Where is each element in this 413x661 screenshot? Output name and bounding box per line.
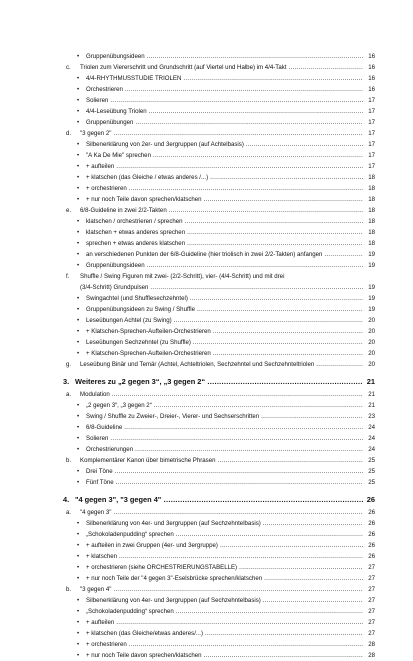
toc-entry-title: "4 gegen 3", "3 gegen 4" ..... [75, 493, 363, 506]
item-marker: e. [66, 207, 72, 214]
toc-entry [0, 326, 413, 337]
page-number: 28 [368, 641, 375, 648]
toc-entry [0, 573, 413, 584]
toc-section [0, 62, 413, 73]
toc-entry-title: Drei Töne ..... [86, 466, 363, 477]
toc-entry [0, 315, 413, 326]
bullet-marker: • [77, 196, 80, 203]
toc-entry-title: „Schokoladenpudding“ sprechen ..... [86, 606, 363, 617]
toc-entry [0, 628, 413, 639]
toc-entry [0, 216, 413, 227]
page-number: 23 [368, 413, 375, 420]
page-number: 18 [368, 174, 375, 181]
toc-entry [0, 84, 413, 95]
toc-entry [0, 466, 413, 477]
page-number: 25 [368, 468, 375, 475]
toc-entry-title: + aufteilen in zwei Gruppen (4er- und 3ergruppe) ..... [86, 540, 363, 551]
bullet-marker: • [77, 97, 80, 104]
toc-entry [0, 161, 413, 172]
toc-section [0, 507, 413, 518]
toc-entry-title: (3/4-Schritt) Grundpulsen ..... [80, 282, 363, 293]
bullet-marker: • [77, 339, 80, 346]
toc-entry [0, 518, 413, 529]
page-number: 17 [368, 141, 375, 148]
bullet-marker: • [77, 597, 80, 604]
page-number: 20 [368, 339, 375, 346]
bullet-marker: • [77, 468, 80, 475]
toc-entry [0, 433, 413, 444]
toc-entry [0, 249, 413, 260]
item-marker: f. [66, 273, 70, 280]
bullet-marker: • [77, 185, 80, 192]
bullet-marker: • [77, 240, 80, 247]
page-number: 18 [368, 207, 375, 214]
bullet-marker: • [77, 619, 80, 626]
page-number: 19 [368, 251, 375, 258]
page-number: 24 [368, 424, 375, 431]
toc-entry-title: Silbenerklärung von 4er- und 3ergruppen (auf Sechzehntelbasis) ..... [86, 595, 363, 606]
toc-entry [0, 337, 413, 348]
bullet-marker: • [77, 251, 80, 258]
toc-entry-title: Leseübungen Sechzehntel (zu Shuffle) ..... [86, 337, 363, 348]
page-number: 21 [366, 377, 375, 386]
toc-entry-title: Komplementärer Kanon über bimetrische Phrasen ..... [80, 455, 363, 466]
page-number: 27 [368, 597, 375, 604]
bullet-marker: • [77, 86, 80, 93]
bullet-marker: • [77, 108, 80, 115]
toc-entry-title: Gruppenübungsideen zu Swing / Shuffle ..... [86, 304, 363, 315]
toc-entry [0, 194, 413, 205]
page-number: 27 [368, 564, 375, 571]
page-number: 19 [368, 295, 375, 302]
toc-entry [0, 73, 413, 84]
toc-entry-title: Modulation ..... [80, 389, 363, 400]
bullet-marker: • [77, 608, 80, 615]
toc-entry [0, 304, 413, 315]
toc-entry-title: + orchestrieren (siehe ORCHESTRIERUNGSTABELLE) ..... [86, 562, 363, 573]
toc-entry-title: + Klatschen-Sprechen-Aufteilen-Orchestrieren ..... [86, 348, 363, 359]
page-number: 18 [368, 240, 375, 247]
toc-section [0, 584, 413, 595]
toc-entry-title: "4 gegen 3" ..... [80, 507, 363, 518]
toc-entry-title: Silbenerklärung von 4er- und 3ergruppen (auf Sechzehntelbasis) ..... [86, 518, 363, 529]
toc-entry [0, 227, 413, 238]
toc-entry-title: + klatschen (das Gleiche/etwas anderes/...) ..... [86, 628, 363, 639]
bullet-marker: • [77, 641, 80, 648]
toc-entry-title: "3 gegen 4" ..... [80, 584, 363, 595]
page-number: 18 [368, 218, 375, 225]
page-number: 25 [368, 479, 375, 486]
toc-entry-title: Weiteres zu „2 gegen 3“, „3 gegen 2“ ..... [75, 375, 363, 388]
page-number: 17 [368, 97, 375, 104]
bullet-marker: • [77, 141, 80, 148]
toc-entry-title: + nur noch Teile davon sprechen/klatschen ..... [86, 650, 363, 661]
bullet-marker: • [77, 479, 80, 486]
toc-entry [0, 117, 413, 128]
page-number: 26 [368, 531, 375, 538]
page-number: 24 [368, 435, 375, 442]
bullet-marker: • [77, 575, 80, 582]
toc-entry-title: klatschen / orchestrieren / sprechen ..... [86, 216, 363, 227]
toc-entry [0, 282, 413, 293]
page-number: 16 [368, 86, 375, 93]
page-number: 20 [368, 317, 375, 324]
page-number: 16 [368, 75, 375, 82]
page-number: 27 [368, 586, 375, 593]
toc-chapter [0, 493, 413, 506]
toc-entry [0, 540, 413, 551]
page-number: 21 [368, 391, 375, 398]
bullet-marker: • [77, 564, 80, 571]
bullet-marker: • [77, 553, 80, 560]
toc-entry [0, 172, 413, 183]
bullet-marker: • [77, 402, 80, 409]
page-number: 26 [368, 509, 375, 516]
toc-entry-title: "A Ka De Mie" sprechen ..... [86, 150, 363, 161]
page-number: 24 [368, 446, 375, 453]
toc-section [0, 128, 413, 139]
toc-entry-title: + Klatschen-Sprechen-Aufteilen-Orchestrieren ..... [86, 326, 363, 337]
toc-entry [0, 617, 413, 628]
page-number: 18 [368, 229, 375, 236]
toc-entry-title: + orchestrieren ..... [86, 639, 363, 650]
page-number: 17 [368, 163, 375, 170]
page-number: 27 [368, 575, 375, 582]
toc-section [0, 205, 413, 216]
toc-entry-title: 6/8-Guideline in zwei 2/2-Takten ..... [80, 205, 363, 216]
page-number: 19 [368, 284, 375, 291]
page-number: 21 [368, 402, 375, 409]
bullet-marker: • [77, 75, 80, 82]
toc-section [0, 271, 413, 282]
item-marker: 3. [63, 377, 70, 386]
toc-entry [0, 139, 413, 150]
toc-entry [0, 51, 413, 62]
bullet-marker: • [77, 531, 80, 538]
toc-entry-title: Gruppenübungsideen ..... [86, 260, 363, 271]
bullet-marker: • [77, 652, 80, 659]
bullet-marker: • [77, 328, 80, 335]
bullet-marker: • [77, 520, 80, 527]
toc-entry-title: + aufteilen ..... [86, 161, 363, 172]
page-number: 27 [368, 608, 375, 615]
bullet-marker: • [77, 542, 80, 549]
toc-entry-title: Shuffle / Swing Figuren mit zwei- (2/2-Schritt), vier- (4/4-Schritt) und mit drei [80, 273, 285, 280]
toc-entry [0, 95, 413, 106]
toc-entry [0, 150, 413, 161]
toc-entry-title: Leseübung Binär und Temär (Achtel, Achteltriolen, Sechzehntel und Sechzehnteltriolen ..... [80, 359, 363, 370]
item-marker: d. [66, 130, 72, 137]
toc-entry-title: + nur noch Teile davon sprechen/klatschen ..... [86, 194, 363, 205]
toc-entry [0, 238, 413, 249]
toc-entry-title: 4/4-RHYTHMUSSTUDIE TRIOLEN ..... [86, 73, 363, 84]
toc-section [0, 359, 413, 370]
bullet-marker: • [77, 53, 80, 60]
bullet-marker: • [77, 218, 80, 225]
toc-entry-title: "3 gegen 2" ..... [80, 128, 363, 139]
item-marker: b. [66, 586, 72, 593]
toc-section [0, 389, 413, 400]
toc-entry-title: Fünf Töne ..... [86, 477, 363, 488]
toc-entry-title: „Schokoladenpudding“ sprechen ..... [86, 529, 363, 540]
page-number: 26 [368, 542, 375, 549]
page-number: 19 [368, 306, 375, 313]
bullet-marker: • [77, 630, 80, 637]
toc-entry [0, 444, 413, 455]
page-number: 26 [368, 520, 375, 527]
page-number: 27 [368, 619, 375, 626]
toc-entry-title: Silbenerklärung von 2er- und 3ergruppen (auf Achtelbasis) ..... [86, 139, 363, 150]
bullet-marker: • [77, 446, 80, 453]
page-number: 20 [368, 361, 375, 368]
page-number: 26 [368, 553, 375, 560]
toc-entry [0, 260, 413, 271]
page-number: 19 [368, 262, 375, 269]
page-number: 20 [368, 350, 375, 357]
toc-entry-title: Triolen zum Viererschritt und Grundschritt (auf Viertel und Halbe) im 4/4-Takt ..... [80, 62, 363, 73]
page-number: 17 [368, 108, 375, 115]
bullet-marker: • [77, 317, 80, 324]
bullet-marker: • [77, 229, 80, 236]
item-marker: a. [66, 391, 72, 398]
item-marker: a. [66, 509, 72, 516]
page-number: 16 [368, 53, 375, 60]
toc-entry [0, 595, 413, 606]
bullet-marker: • [77, 424, 80, 431]
toc-entry-title: sprechen + etwas anderes klatschen ..... [86, 238, 363, 249]
item-marker: b. [66, 457, 72, 464]
item-marker: 4. [63, 495, 70, 504]
bullet-marker: • [77, 350, 80, 357]
bullet-marker: • [77, 174, 80, 181]
toc-entry-title: Gruppenübungsideen ..... [86, 51, 363, 62]
toc-entry-title: + orchestrieren ..... [86, 183, 363, 194]
toc-entry [0, 348, 413, 359]
toc-entry-title: + aufteilen ..... [86, 617, 363, 628]
toc-entry-title: + nur noch Teile der "4 gegen 3"-Eselsbrücke sprechen/klatschen ..... [86, 573, 363, 584]
toc-entry-title: Leseübungen Achtel (zu Swing) ..... [86, 315, 363, 326]
toc-entry-title: + klatschen ..... [86, 551, 363, 562]
toc-entry [0, 400, 413, 411]
toc-entry-title: Solieren ..... [86, 95, 363, 106]
toc-entry [0, 650, 413, 661]
toc-entry [0, 551, 413, 562]
toc-entry-title: Orchestrieren ..... [86, 84, 363, 95]
page-number: 17 [368, 119, 375, 126]
page-number: 18 [368, 185, 375, 192]
toc-entry [0, 529, 413, 540]
bullet-marker: • [77, 413, 80, 420]
bullet-marker: • [77, 435, 80, 442]
toc-entry-title: klatschen + etwas anderes sprechen ..... [86, 227, 363, 238]
toc-entry-title: 4/4-Leseübung Triolen ..... [86, 106, 363, 117]
page-number: 18 [368, 196, 375, 203]
toc-entry [0, 422, 413, 433]
bullet-marker: • [77, 163, 80, 170]
page-number: 26 [366, 495, 375, 504]
page-number: 16 [368, 64, 375, 71]
bullet-marker: • [77, 262, 80, 269]
item-marker: g. [66, 361, 72, 368]
bullet-marker: • [77, 152, 80, 159]
page-number: 27 [368, 630, 375, 637]
item-marker: c. [66, 64, 71, 71]
toc-entry [0, 477, 413, 488]
toc-entry-title: Swingachtel (und Shufflesechzehntel) ..... [86, 293, 363, 304]
toc-entry-title: an verschiedenen Punkten der 6/8-Guideline (hier triolisch in zwei 2/2-Takten) anfangen ..... [86, 249, 363, 260]
toc-entry [0, 293, 413, 304]
page-number: 17 [368, 152, 375, 159]
toc-entry-title: Solieren ..... [86, 433, 363, 444]
toc-entry-title: Orchestrierungen ..... [86, 444, 363, 455]
page-number: 20 [368, 328, 375, 335]
toc-entry-title: + klatschen (das Gleiche / etwas anderes /...) ..... [86, 172, 363, 183]
page-number: 17 [368, 130, 375, 137]
toc-entry [0, 562, 413, 573]
toc-section [0, 455, 413, 466]
toc-entry [0, 606, 413, 617]
toc-entry [0, 183, 413, 194]
bullet-marker: • [77, 306, 80, 313]
toc-entry-title: 6/8-Guideline ..... [86, 422, 363, 433]
toc-entry-title: Gruppenübungen ..... [86, 117, 363, 128]
toc-entry-title: „2 gegen 3“, „3 gegen 2“ ..... [86, 400, 363, 411]
toc-chapter [0, 375, 413, 388]
page-number: 25 [368, 457, 375, 464]
bullet-marker: • [77, 295, 80, 302]
toc-entry [0, 411, 413, 422]
toc-entry [0, 106, 413, 117]
page-number: 28 [368, 652, 375, 659]
toc-entry [0, 639, 413, 650]
toc-entry-title: Swing / Shuffle zu Zweier-, Dreier-, Vierer- und Sechserschritten ..... [86, 411, 363, 422]
bullet-marker: • [77, 119, 80, 126]
